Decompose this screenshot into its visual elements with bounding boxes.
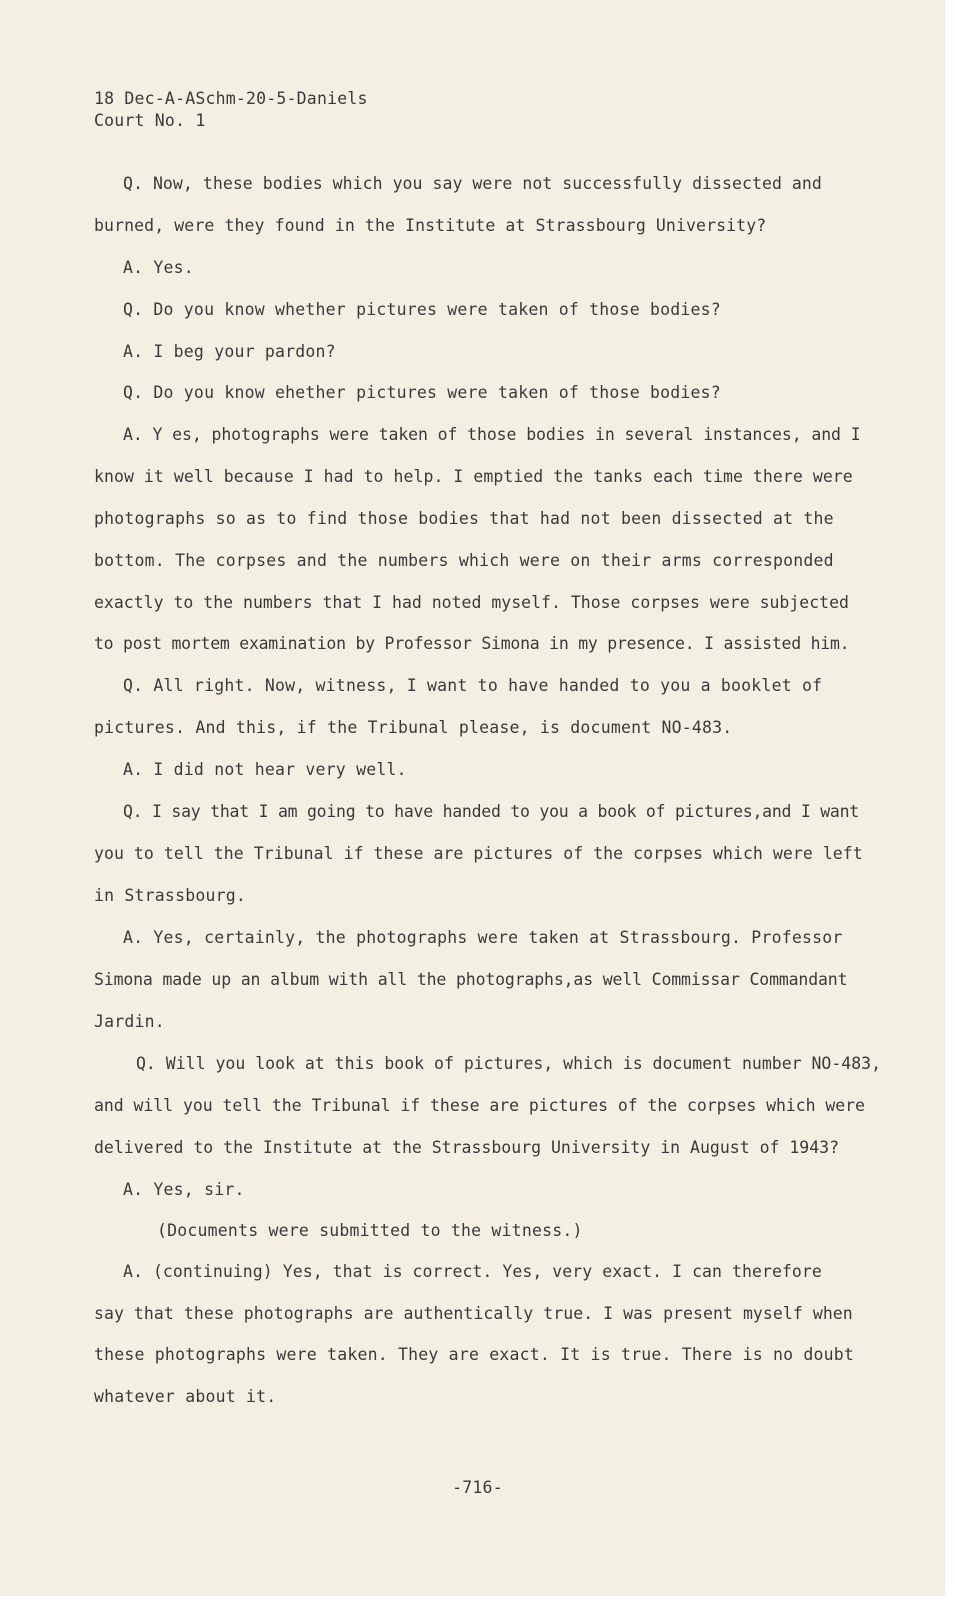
transcript-line: photographs so as to find those bodies that had not been dissected at the bbox=[94, 509, 834, 528]
transcript-line: Simona made up an album with all the photographs,as well Commissar Commandant bbox=[94, 970, 848, 989]
transcript-line: A. I beg your pardon? bbox=[123, 342, 336, 361]
transcript-line: and will you tell the Tribunal if these are pictures of the corpses which were bbox=[94, 1096, 865, 1115]
page-number: -716- bbox=[452, 1478, 503, 1497]
transcript-line: A. I did not hear very well. bbox=[123, 760, 407, 779]
document-header bbox=[94, 88, 368, 132]
transcript-line: (Documents were submitted to the witness.) bbox=[157, 1221, 583, 1240]
transcript-line: whatever about it. bbox=[94, 1387, 277, 1406]
transcript-line: Q. All right. Now, witness, I want to have handed to you a booklet of bbox=[123, 676, 823, 695]
transcript-line: burned, were they found in the Institute at Strassbourg University? bbox=[94, 216, 767, 235]
transcript-line: bottom. The corpses and the numbers which were on their arms corresponded bbox=[94, 551, 834, 570]
transcript-line: delivered to the Institute at the Strassbourg University in August of 1943? bbox=[94, 1138, 840, 1157]
transcript-line: Q. Do you know ehether pictures were taken of those bodies? bbox=[123, 383, 721, 402]
header-court: Court No. 1 bbox=[94, 111, 206, 130]
transcript-line: to post mortem examination by Professor Simona in my presence. I assisted him. bbox=[94, 634, 850, 653]
transcript-line: A. Yes. bbox=[123, 258, 194, 277]
transcript-line: Q. Will you look at this book of pictures, which is document number NO-483, bbox=[136, 1054, 882, 1073]
transcript-line: exactly to the numbers that I had noted myself. Those corpses were subjected bbox=[94, 593, 849, 612]
transcript-line: Q. Do you know whether pictures were taken of those bodies? bbox=[123, 300, 721, 319]
transcript-line: pictures. And this, if the Tribunal please, is document NO-483. bbox=[94, 718, 733, 737]
transcript-line: know it well because I had to help. I emptied the tanks each time there were bbox=[94, 467, 853, 486]
header-reference: 18 Dec-A-ASchm-20-5-Daniels bbox=[94, 89, 368, 108]
transcript-line: Q. I say that I am going to have handed to you a book of pictures,and I want bbox=[123, 802, 859, 821]
transcript-line: you to tell the Tribunal if these are pictures of the corpses which were left bbox=[94, 844, 863, 863]
transcript-line: say that these photographs are authentically true. I was present myself when bbox=[94, 1304, 853, 1323]
transcript-line: Q. Now, these bodies which you say were not successfully dissected and bbox=[123, 174, 822, 193]
transcript-line: A. Y es, photographs were taken of those bodies in several instances, and I bbox=[123, 425, 861, 444]
transcript-line: A. (continuing) Yes, that is correct. Yes, very exact. I can therefore bbox=[123, 1262, 822, 1281]
transcript-line: A. Yes, certainly, the photographs were taken at Strassbourg. Professor bbox=[123, 928, 843, 947]
transcript-line: Jardin. bbox=[94, 1012, 165, 1031]
transcript-line: A. Yes, sir. bbox=[123, 1180, 245, 1199]
transcript-line: these photographs were taken. They are exact. It is true. There is no doubt bbox=[94, 1345, 855, 1364]
transcript-line: in Strassbourg. bbox=[94, 886, 247, 905]
